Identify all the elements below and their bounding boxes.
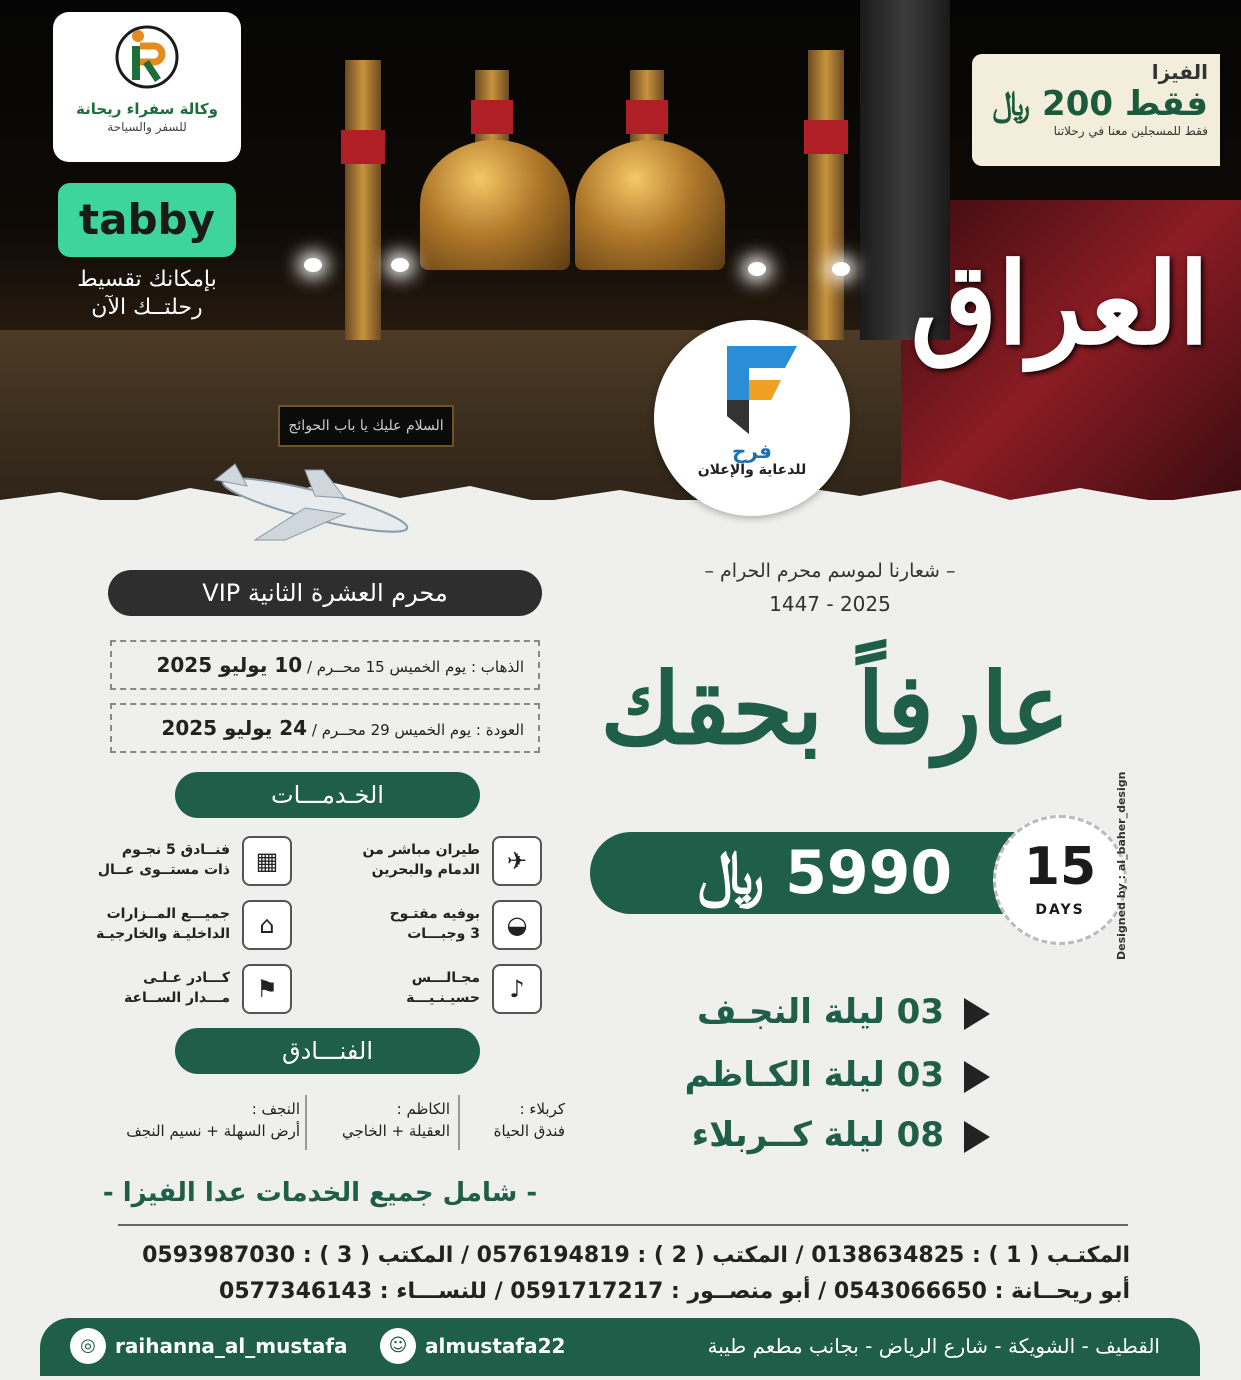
hotel-najaf: النجف : أرض السهلة + نسيم النجف bbox=[126, 1100, 300, 1140]
iraq-title: العراق bbox=[910, 239, 1210, 370]
visa-price: فقط 200 ﷼ bbox=[992, 84, 1208, 124]
airplane-icon bbox=[195, 460, 445, 550]
agency-logo-mark bbox=[112, 22, 182, 92]
return-date: العودة : يوم الخميس 29 محــرم / 24 يوليو 2025 bbox=[110, 703, 540, 753]
minaret-right bbox=[808, 50, 844, 340]
days-label: DAYS bbox=[1035, 902, 1085, 918]
shrine-banner: السلام عليك يا باب الحوائج bbox=[278, 405, 454, 447]
service-shrines: ⌂ جميـــع المــزارات الداخليـة والخارجيـة bbox=[62, 900, 292, 952]
price-bar bbox=[590, 832, 1060, 914]
footer bbox=[40, 1318, 1200, 1376]
triangle-icon bbox=[964, 1061, 990, 1093]
nights-najaf: 03 ليلة النجـف bbox=[650, 992, 990, 1032]
visa-badge bbox=[972, 54, 1220, 166]
address: القطيف - الشويكة - شارع الرياض - بجانب مطعم طيبة bbox=[707, 1334, 1160, 1358]
service-majalis: ♪ مجـالـــس حسيـنـيـــة bbox=[312, 964, 542, 1016]
minaret-left bbox=[345, 60, 381, 340]
visa-note: فقط للمسجلين معنا في رحلاتنا bbox=[1053, 124, 1208, 138]
nights-kadhim: 03 ليلة الكـاظم bbox=[650, 1055, 990, 1095]
mosque-icon: ⌂ bbox=[242, 900, 292, 950]
personal-phones: أبو ريحــانة : 0543066650 / أبو منصــور : 0591717217 / للنســـاء : 0577346143 bbox=[219, 1279, 1130, 1304]
visa-label: الفيزا bbox=[1151, 60, 1208, 84]
days-badge bbox=[993, 815, 1127, 945]
service-hotels: ▦ فنــادق 5 نجـوم ذات مستــوى عــال bbox=[62, 836, 292, 888]
torn-paper-edge bbox=[0, 470, 1241, 530]
farah-logo bbox=[654, 320, 850, 516]
includes-note: - شامل جميع الخدمات عدا الفيزا - bbox=[102, 1178, 538, 1208]
departure-date: الذهاب : يوم الخميس 15 محــرم / 10 يوليو 2025 bbox=[110, 640, 540, 690]
hotel-kadhim: الكاظم : العقيلة + الخاجي bbox=[342, 1100, 450, 1140]
hotel-divider bbox=[305, 1095, 307, 1150]
guide-icon: ⚑ bbox=[242, 964, 292, 1014]
office-phones: المكتـب ( 1 ) : 0138634825 / المكتب ( 2 ) : 0576194819 / المكتب ( 3 ) : 0593987030 bbox=[142, 1243, 1130, 1268]
motto: – شعارنا لموسم محرم الحرام – bbox=[704, 560, 956, 582]
triangle-icon bbox=[964, 998, 990, 1030]
hotel-karbala: كربلاء : فندق الحياة bbox=[493, 1100, 565, 1140]
agency-name: وكالة سفراء ريحانة bbox=[76, 100, 218, 118]
dome-left bbox=[420, 140, 570, 270]
riyal-icon: ﷼ bbox=[697, 838, 765, 908]
hotel-divider bbox=[458, 1095, 460, 1150]
service-staff: ⚑ كـــادر عـلـى مـــدار الســاعة bbox=[62, 964, 292, 1016]
trip-name: محرم العشرة الثانية VIP bbox=[108, 570, 542, 616]
years: 1447 - 2025 bbox=[769, 592, 891, 616]
divider bbox=[118, 1224, 1128, 1226]
service-buffet: ◒ بوفيه مفتـوح 3 وجبـــات bbox=[312, 900, 542, 952]
designer-credit: Designed by : al_baher_design bbox=[1115, 771, 1128, 960]
hotel-icon: ▦ bbox=[242, 836, 292, 886]
microphone-icon: ♪ bbox=[492, 964, 542, 1014]
agency-tagline: للسفر والسياحة bbox=[107, 120, 187, 134]
days-count: 15 bbox=[1023, 837, 1097, 897]
farah-f-icon bbox=[697, 336, 807, 436]
instagram-icon: ◎ bbox=[70, 1328, 106, 1364]
plane-icon: ✈ bbox=[492, 836, 542, 886]
farah-tagline: للدعاية والإعلان bbox=[697, 462, 807, 478]
triangle-icon bbox=[964, 1121, 990, 1153]
snapchat-icon: ☺ bbox=[380, 1328, 416, 1364]
hotels-title: الفنـــادق bbox=[175, 1028, 480, 1074]
price-value: 5990 bbox=[785, 838, 953, 908]
tabby-text: بإمكانك تقسيط رحلتــك الآن bbox=[77, 267, 217, 320]
farah-name: فرح bbox=[732, 439, 772, 463]
buffet-icon: ◒ bbox=[492, 900, 542, 950]
dome-right bbox=[575, 140, 725, 270]
snapchat-handle[interactable]: almustafa22 bbox=[425, 1334, 566, 1358]
instagram-handle[interactable]: raihanna_al_mustafa bbox=[115, 1334, 348, 1358]
services-title: الخـدمـــات bbox=[175, 772, 480, 818]
tabby-logo: tabby bbox=[58, 183, 236, 257]
agency-logo bbox=[53, 12, 241, 162]
nights-karbala: 08 ليلة كــربلاء bbox=[650, 1115, 990, 1155]
calligraphy-title: عارفاً بحقك bbox=[600, 652, 1070, 767]
service-flight: ✈ طيران مباشر من الدمام والبحرين bbox=[312, 836, 542, 888]
riyal-icon: ﷼ bbox=[992, 84, 1031, 124]
